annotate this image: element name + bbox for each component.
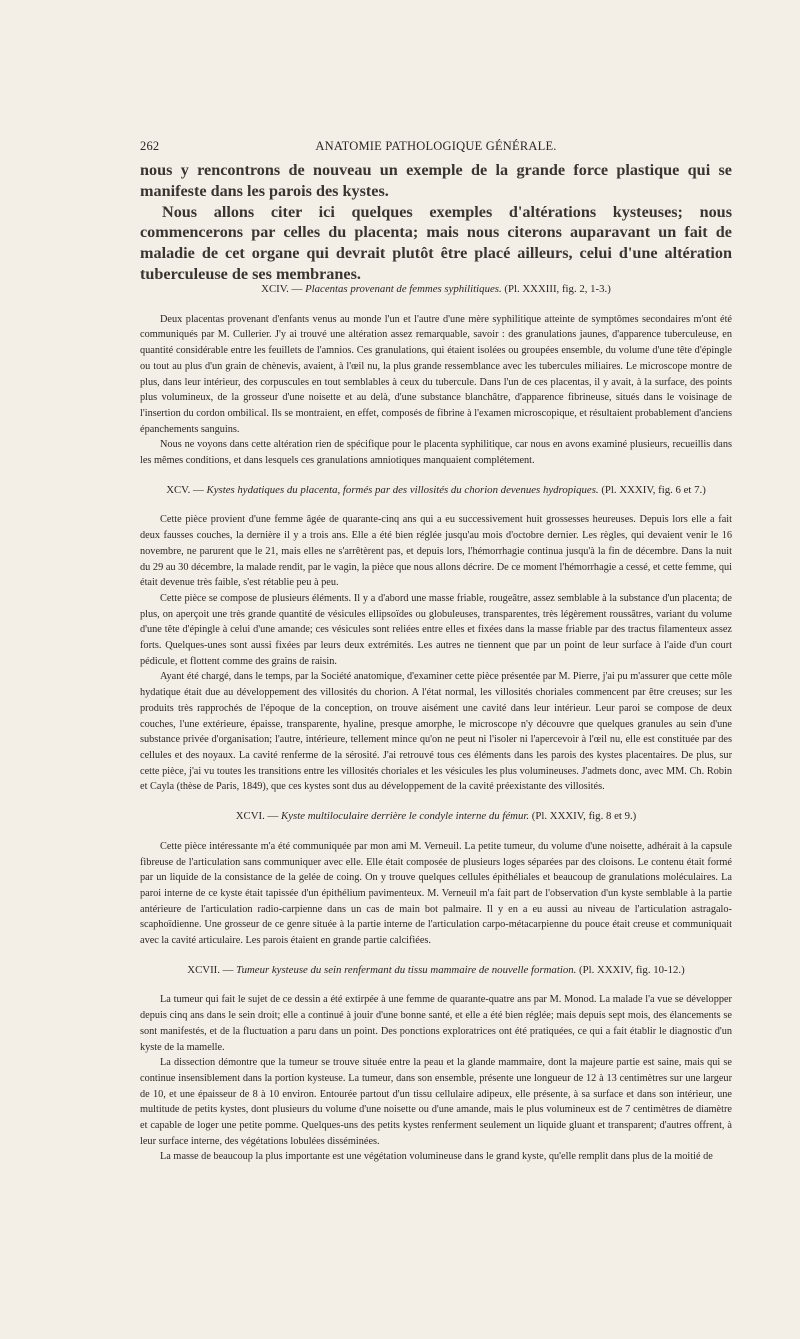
- section-heading: [140, 809, 732, 825]
- section-xcv: [140, 483, 732, 795]
- plate-reference: (Pl. XXXIV, fig. 10-12.): [579, 963, 685, 976]
- book-page: [140, 0, 732, 1339]
- paragraph: Cette pièce provient d'une femme âgée de quarante-cinq ans qui a eu successivement huit grossesses heureuses. Depuis lors elle a fait deux fausses couches, la dernière il y a trois ans. Elle a été bien réglée jusqu'au mois d'octobre dernier. Les règles, qui devaient venir le 16 novembre, ne parurent que le 21, mais elles ne s'arrêtèrent pas, et depuis lors, l'hémorrhagie continua jusqu'à la fin de décembre. Dans la nuit du 29 au 30 décembre, la malade rendit, par le vagin, la pièce que nous allons décrire. De ce moment l'hémorrhagie a cessé, et cette femme, qui était devenue très faible, s'est rétablie peu à peu.: [140, 514, 732, 589]
- section-number: XCIV. —: [261, 283, 303, 295]
- section-title: Kystes hydatiques du placenta, formés par des villosités du chorion devenues hydropiques.: [206, 483, 599, 496]
- paragraph: La masse de beaucoup la plus importante est une végétation volumineuse dans le grand kyste, qu'elle remplit dans plus de la moitié de: [160, 1151, 713, 1163]
- section-number: XCVII. —: [187, 963, 234, 976]
- paragraph: La dissection démontre que la tumeur se trouve située entre la peau et la glande mammaire, dont la majeure partie est saine, mais qui se continue insensiblement dans la portion kysteuse. La tumeur, dans son ensemble, présente une longueur de 12 à 13 centimètres sur une largeur de 10, et une épaisseur de 8 à 10 environ. Entourée partout d'un tissu cellulaire adipeux, elle présente, à sa surface et dans son intérieur, une multitude de petits kystes, dont plusieurs du volume d'une noisette ou d'une amande, mais le plus volumineux est de 7 centimètres de diamètre et capable de loger une petite pomme. Quelques-uns des petits kystes renferment seulement un liquide gluant et transparent; d'autres offrent, à leur surface interne, des végétations lobulées disséminées.: [140, 1057, 732, 1147]
- section-number: XCVI. —: [235, 810, 279, 823]
- running-head: [140, 139, 732, 155]
- section-number: XCV. —: [166, 483, 204, 496]
- plate-reference: (Pl. XXXIV, fig. 8 et 9.): [531, 810, 637, 823]
- paragraph: La tumeur qui fait le sujet de ce dessin a été extirpée à une femme de quarante-quatre ans par M. Monod. La malade l'a vue se développer depuis cinq ans dans le sein droit; elle a continué à jouir d'une bonne santé, et elle a été bien réglée; mais depuis sept mois, des élancements se sont manifestés, et de la fluctuation a paru dans un point. Des ponctions exploratrices ont été pratiquées, ce qui a fait établir le diagnostic d'un kyste de la mamelle.: [140, 994, 732, 1053]
- page-number: 262: [140, 139, 160, 153]
- observations: [140, 282, 732, 1165]
- section-xcvi: [140, 809, 732, 949]
- plate-reference: (Pl. XXXIV, fig. 6 et 7.): [601, 483, 706, 496]
- running-title: ANATOMIE PATHOLOGIQUE GÉNÉRALE.: [315, 139, 557, 153]
- section-title: Tumeur kysteuse du sein renfermant du tissu mammaire de nouvelle formation.: [236, 963, 577, 976]
- section-title: Placentas provenant de femmes syphilitiques.: [305, 283, 502, 295]
- intro-text: [140, 160, 732, 285]
- section-xcvii: [140, 963, 732, 1165]
- section-heading: [140, 963, 732, 979]
- paragraph: Cette pièce intéressante m'a été communiquée par mon ami M. Verneuil. La petite tumeur, du volume d'une noisette, adhérait à la capsule fibreuse de l'articulation sans communiquer avec elle. Elle était composée de plusieurs loges séparées par des cloisons. Le contenu était formé par un liquide de la consistance de la gelée de coing. On y trouve quelques cellules épithéliales et beaucoup de granulations moléculaires. La paroi interne de ce kyste était tapissée d'un épithélium pavimenteux. M. Verneuil m'a fait part de l'observation d'un kyste semblable à la partie antérieure de l'articulation radio-carpienne dans un cas de main bot palmaire. Il y en a eu aussi au niveau de l'articulation astragalo-scaphoïdienne. Une grosseur de ce genre située à la partie interne de l'articulation carpo-métacarpienne du pouce était creuse et communiquait avec la cavité articulaire. Les parois étaient en grande partie calcifiées.: [140, 840, 732, 947]
- section-heading: [140, 282, 732, 298]
- paragraph: Ayant été chargé, dans le temps, par la Société anatomique, d'examiner cette pièce présentée par M. Pierre, j'ai pu m'assurer que cette môle hydatique était due au développement des villosités du chorion. A l'état normal, les villosités choriales commencent par être creuses; sur les produits très rapprochés de l'époque de la conception, on trouve aisément une cavité dans leur intérieur. Leur paroi se compose de deux couches, l'une extérieure, épaisse, transparente, hyaline, presque amorphe, le microscope n'y découvre que quelques granules au sein d'une substance privée d'organisation; l'autre, intérieure, tellement mince qu'on ne peut ni l'isoler ni l'apercevoir à l'œil nu, elle est constituée par des cellules et des noyaux. La cavité renferme de la sérosité. J'ai retrouvé tous ces éléments dans les parois des kystes placentaires. De plus, sur cette pièce, j'ai vu toutes les transitions entre les villosités choriales et les vésicules les plus volumineuses. J'admets donc, avec MM. Ch. Robin et Cayla (thèse de Paris, 1849), que ces kystes sont dus au développement de la cavité préexistante des villosités.: [140, 671, 732, 793]
- section-title: Kyste multiloculaire derrière le condyle interne du fémur.: [281, 810, 530, 823]
- paragraph: Nous ne voyons dans cette altération rien de spécifique pour le placenta syphilitique, car nous en avons examiné plusieurs, recueillis dans les mêmes conditions, et dans lesquels ces granulations amniotiques manquaient complétement.: [140, 439, 732, 467]
- intro-paragraph: Nous allons citer ici quelques exemples d'altérations kysteuses; nous commencerons par celles du placenta; mais nous citerons auparavant un fait de maladie de cet organe qui devrait plutôt être placé ailleurs, celui d'une altération tuberculeuse de ses membranes.: [140, 202, 732, 283]
- plate-reference: (Pl. XXXIII, fig. 2, 1-3.): [504, 283, 611, 295]
- section-heading: [140, 483, 732, 499]
- paragraph: Cette pièce se compose de plusieurs éléments. Il y a d'abord une masse friable, rougeâtre, assez semblable à la substance d'un placenta; de plus, on aperçoit une très grande quantité de vésicules ellipsoïdes ou globuleuses, transparentes, très légèrement roussâtres, variant du volume d'une tête d'épingle à celui d'une amande; ces vésicules sont reliées entre elles et fixées dans la masse friable par des tractus filamenteux assez forts. Quelques-unes sont aussi fixées par leurs deux extrémités. Les autres ne tiennent que par un point de leur surface à l'aide d'un court pédicule, et flottent comme des grains de raisin.: [140, 592, 732, 667]
- intro-paragraph: nous y rencontrons de nouveau un exemple de la grande force plastique qui se manifeste dans les parois des kystes.: [140, 161, 732, 200]
- paragraph: Deux placentas provenant d'enfants venus au monde l'un et l'autre d'une mère syphilitique atteinte de symptômes secondaires m'ont été communiqués par M. Cullerier. J'y ai trouvé une altération assez remarquable, savoir : des granulations jaunes, d'apparence tuberculeuse, en quantité considérable entre les feuillets de l'amnios. Ces granulations, qui étaient isolées ou groupées ensemble, du volume d'une tête d'épingle ou tout au plus d'un grain de chènevis, avaient, à l'œil nu, la plus grande ressemblance avec les tubercules miliaires. Le microscope montre de plus, dans leur intérieur, des corpuscules en tout semblables à ceux du tubercule. Dans l'un de ces placentas, il y avait, à la surface, des points plus volumineux, de la grosseur d'une noisette et au delà, d'une substance blanchâtre, d'apparence fibrineuse, situés dans le voisinage de l'insertion du cordon ombilical. Ils se montraient, en effet, composés de fibrine à l'examen microscopique, et résultaient probablement d'anciens épanchements sanguins.: [140, 313, 732, 435]
- section-xciv: [140, 282, 732, 469]
